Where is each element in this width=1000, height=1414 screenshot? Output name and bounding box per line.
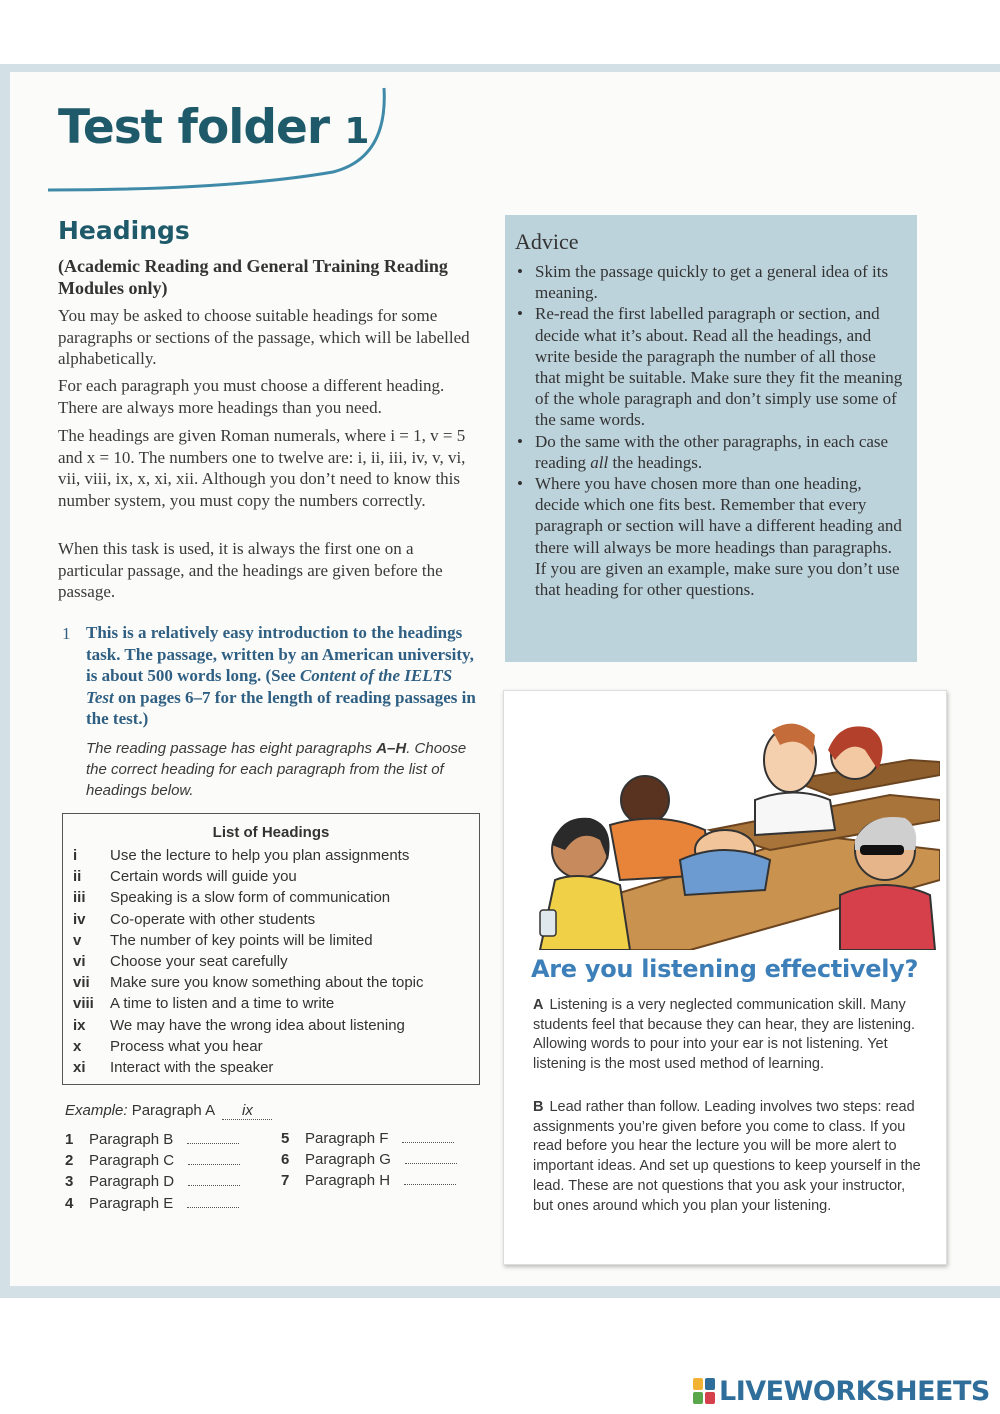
advice-list xyxy=(515,261,905,600)
liveworksheets-logo-icon xyxy=(693,1378,715,1404)
heading-item: xi Interact with the speaker xyxy=(73,1058,274,1076)
answer-blank-2[interactable] xyxy=(188,1164,240,1165)
intro-paragraph-2: For each paragraph you must choose a different heading. There are always more headings than you need. xyxy=(58,376,445,417)
question-2: 2 Paragraph C xyxy=(65,1152,240,1169)
answer-blank-6[interactable] xyxy=(405,1163,457,1164)
article-paragraph-a: A Listening is a very neglected communication skill. Many students feel that because they can hear, they are listening. Allowing words to pour into your ear is not listening. Yet listening is the most used method of learning. xyxy=(533,997,916,1073)
task-instruction: The reading passage has eight paragraphs A–H. Choose the correct heading for each paragraph from the list of headings below. xyxy=(86,740,467,799)
heading-item: iii Speaking is a slow form of communication xyxy=(73,889,391,907)
heading-item: ix We may have the wrong idea about listening xyxy=(73,1016,405,1034)
task-description: This is a relatively easy introduction to the headings task. The passage, written by an American university, is about 500 words long. (See Content of the IELTS Test on pages 6–7 for the length of reading passages in the test.) xyxy=(86,623,476,728)
brand-name: LIVEWORKSHEETS xyxy=(719,1375,990,1407)
advice-title: Advice xyxy=(515,229,579,254)
page-title xyxy=(58,100,368,155)
question-5: 5 Paragraph F xyxy=(281,1130,454,1147)
task-number: 1 xyxy=(62,624,71,643)
intro-paragraph-1: You may be asked to choose suitable headings for some paragraphs or sections of the passage, which will be labelled alphabetically. xyxy=(58,306,470,368)
heading-item: viii A time to listen and a time to write xyxy=(73,995,335,1013)
heading-item: vi Choose your seat carefully xyxy=(73,952,288,970)
heading-item: vii Make sure you know something about the topic xyxy=(73,974,424,992)
title-text: Test folder xyxy=(58,100,330,155)
answer-blank-4[interactable] xyxy=(187,1207,239,1208)
bullet-icon: • xyxy=(517,304,523,324)
advice-item: • Where you have chosen more than one heading, decide which one fits best. Remember that every paragraph or section will have a different heading and there will always be more headings than paragraphs. If you are given an example, make sure you don’t use that heading for other questions. xyxy=(517,474,902,600)
title-number: 1 xyxy=(344,111,369,152)
students-cartoon-illustration xyxy=(510,700,940,950)
list-of-headings-title: List of Headings xyxy=(212,824,330,841)
bullet-icon: • xyxy=(517,431,523,451)
question-7: 7 Paragraph H xyxy=(281,1172,456,1189)
bullet-icon: • xyxy=(517,474,523,494)
article-paragraph-b: B Lead rather than follow. Leading involves two steps: read assignments you’re given before you come to class. If you read before you hear the lecture you will be more alert to important ideas. And set up questions to keep yourself in the lead. These are not questions that you ask your instructor, but ones around which you plan your listening. xyxy=(533,1099,921,1214)
headings-list xyxy=(73,847,473,1080)
heading-item: x Process what you hear xyxy=(73,1037,263,1055)
heading-item: i Use the lecture to help you plan assignments xyxy=(73,847,410,864)
answer-blank-5[interactable] xyxy=(402,1142,454,1143)
article-title: Are you listening effectively? xyxy=(531,955,919,983)
answer-blank-3[interactable] xyxy=(188,1185,240,1186)
list-of-headings-box xyxy=(62,813,480,1085)
intro-paragraph-4: When this task is used, it is always the first one on a particular passage, and the headings are given before the passage. xyxy=(58,539,443,601)
liveworksheets-brand[interactable] xyxy=(693,1374,990,1408)
section-heading: Headings xyxy=(58,216,190,245)
question-3: 3 Paragraph D xyxy=(65,1173,240,1190)
example-answer-value: ix xyxy=(222,1102,272,1120)
intro-paragraph-3: The headings are given Roman numerals, where i = 1, v = 5 and x = 10. The numbers one to twelve are: i, ii, iii, iv, v, vi, vii, viii, ix, x, xi, xii. Although you don’t need to know this number system, you must copy the numbers correctly. xyxy=(58,426,466,510)
advice-item: • Re-read the first labelled paragraph or section, and decide what it’s about. Read all the headings, and write beside the paragraph the number of all those that might be suitable. Make sure they fit the meaning of the whole paragraph and don’t simply use some of the same words. xyxy=(517,304,903,430)
question-4: 4 Paragraph E xyxy=(65,1195,239,1212)
heading-item: v The number of key points will be limited xyxy=(73,931,373,949)
example-answer: Example: Paragraph A ix xyxy=(65,1102,272,1120)
advice-panel xyxy=(505,215,917,662)
bullet-icon: • xyxy=(517,262,523,281)
heading-item: iv Co-operate with other students xyxy=(73,910,316,928)
advice-item: • Skim the passage quickly to get a general idea of its meaning. xyxy=(517,262,889,303)
module-note: (Academic Reading and General Training Reading Modules only) xyxy=(58,256,448,298)
advice-item: • Do the same with the other paragraphs, in each case reading all the headings. xyxy=(517,431,889,472)
question-1: 1 Paragraph B xyxy=(65,1131,239,1148)
answer-blank-1[interactable] xyxy=(187,1143,239,1144)
answer-blank-7[interactable] xyxy=(404,1184,456,1185)
heading-item: ii Certain words will guide you xyxy=(73,868,297,886)
question-6: 6 Paragraph G xyxy=(281,1151,457,1168)
